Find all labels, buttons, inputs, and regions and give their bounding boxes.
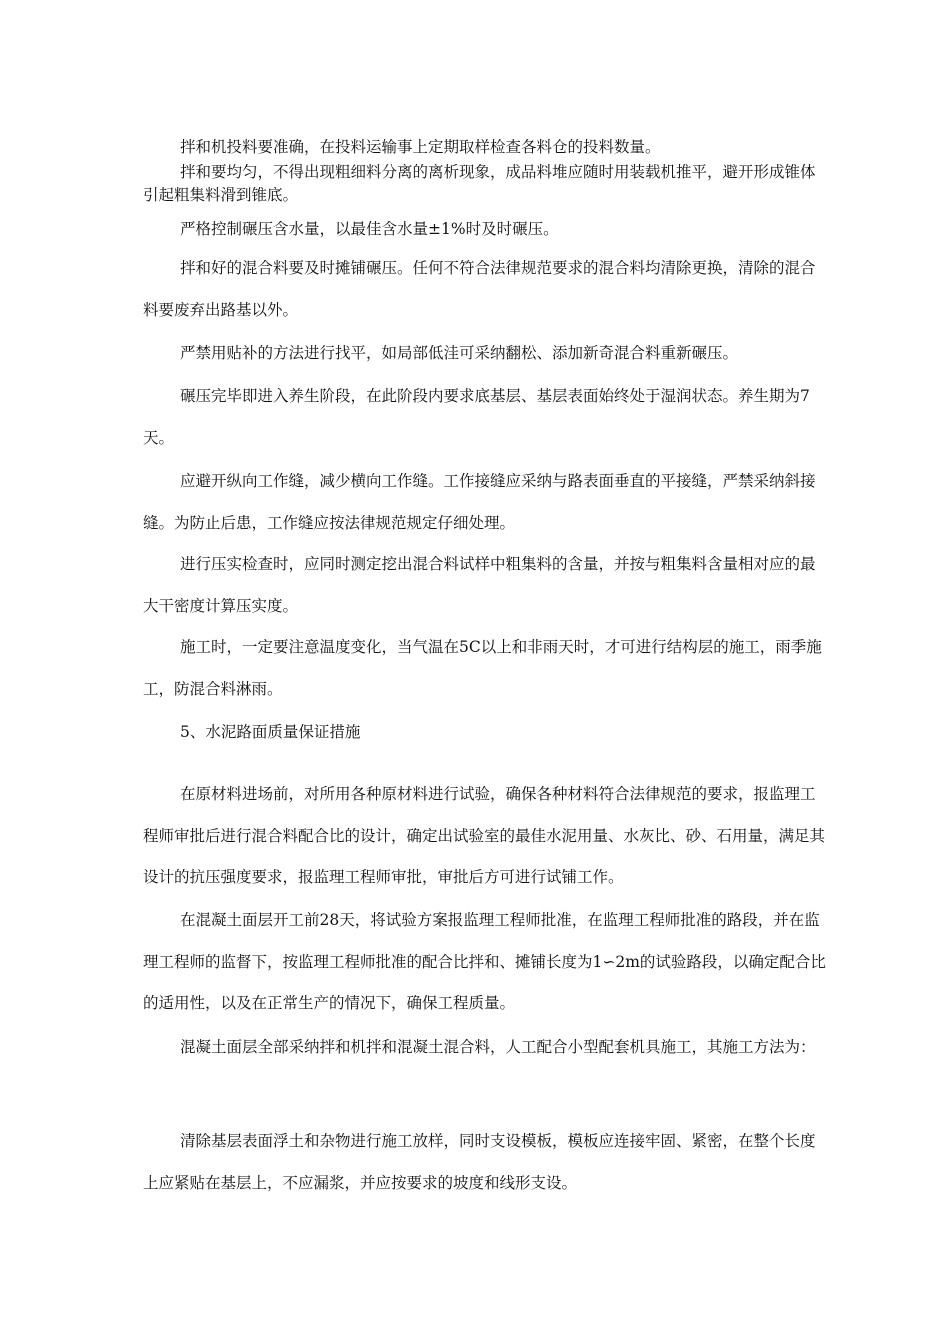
paragraph-moisture-control: 严格控制碾压含水量，以最佳含水量±1%时及时碾压。	[180, 220, 559, 238]
paragraph-formwork: 清除基层表面浮土和杂物进行施工放样，同时支设模板，模板应连接牢固、紧密，在整个长度上应紧贴在基层上，不应漏浆，并应按要求的坡度和线形支设。	[143, 1132, 816, 1192]
paragraph-temperature: 施工时，一定要注意温度变化，当气温在5C以上和非雨天时，才可进行结构层的施工，雨季施工，防混合料淋雨。	[143, 638, 822, 698]
paragraph-trial-section: 在混凝土面层开工前28天，将试验方案报监理工程师批准，在监理工程师批准的路段，并在监理工程师的监督下，按监理工程师批准的配合比拌和、摊铺长度为1∽2m的试验路段，以确定配合比的适用性，以及在正常生产的情况下，确保工程质量。	[143, 911, 826, 1012]
paragraph-no-patching: 严禁用贴补的方法进行找平，如局部低洼可采纳翻松、添加新奇混合料重新碾压。	[180, 344, 739, 362]
paragraph-mixing-method: 混凝土面层全部采纳拌和机拌和混凝土混合料，人工配合小型配套机具施工，其施工方法为：	[180, 1038, 816, 1056]
paragraph-uniform-mixing: 拌和要均匀，不得出现粗细料分离的离析现象，成品料堆应随时用装载机推平，避开形成锥体引起粗集料滑到锥底。	[143, 163, 816, 204]
paragraph-raw-materials: 在原材料进场前，对所用各种原材料进行试验，确保各种材料符合法律规范的要求，报监理工程师审批后进行混合料配合比的设计，确定出试验室的最佳水泥用量、水灰比、砂、石用量，满足其设计的抗压强度要求，报监理工程师审批，审批后方可进行试铺工作。	[143, 785, 826, 886]
paragraph-curing: 碾压完毕即进入养生阶段，在此阶段内要求底基层、基层表面始终处于湿润状态。养生期为7天。	[143, 387, 810, 447]
section-heading-cement-road: 5、水泥路面质量保证措施	[180, 723, 361, 741]
paragraph-compaction-check: 进行压实检查时，应同时测定挖出混合料试样中粗集料的含量，并按与粗集料含量相对应的最大干密度计算压实度。	[143, 555, 816, 615]
paragraph-timely-paving: 拌和好的混合料要及时摊铺碾压。任何不符合法律规范要求的混合料均清除更换，清除的混合料要废弃出路基以外。	[143, 259, 816, 319]
paragraph-mixer-feeding: 拌和机投料要准确，在投料运输事上定期取样检查各料仓的投料数量。	[180, 138, 661, 156]
paragraph-joints: 应避开纵向工作缝，减少横向工作缝。工作接缝应采纳与路表面垂直的平接缝，严禁采纳斜接缝。为防止后患，工作缝应按法律规范规定仔细处理。	[143, 472, 816, 532]
